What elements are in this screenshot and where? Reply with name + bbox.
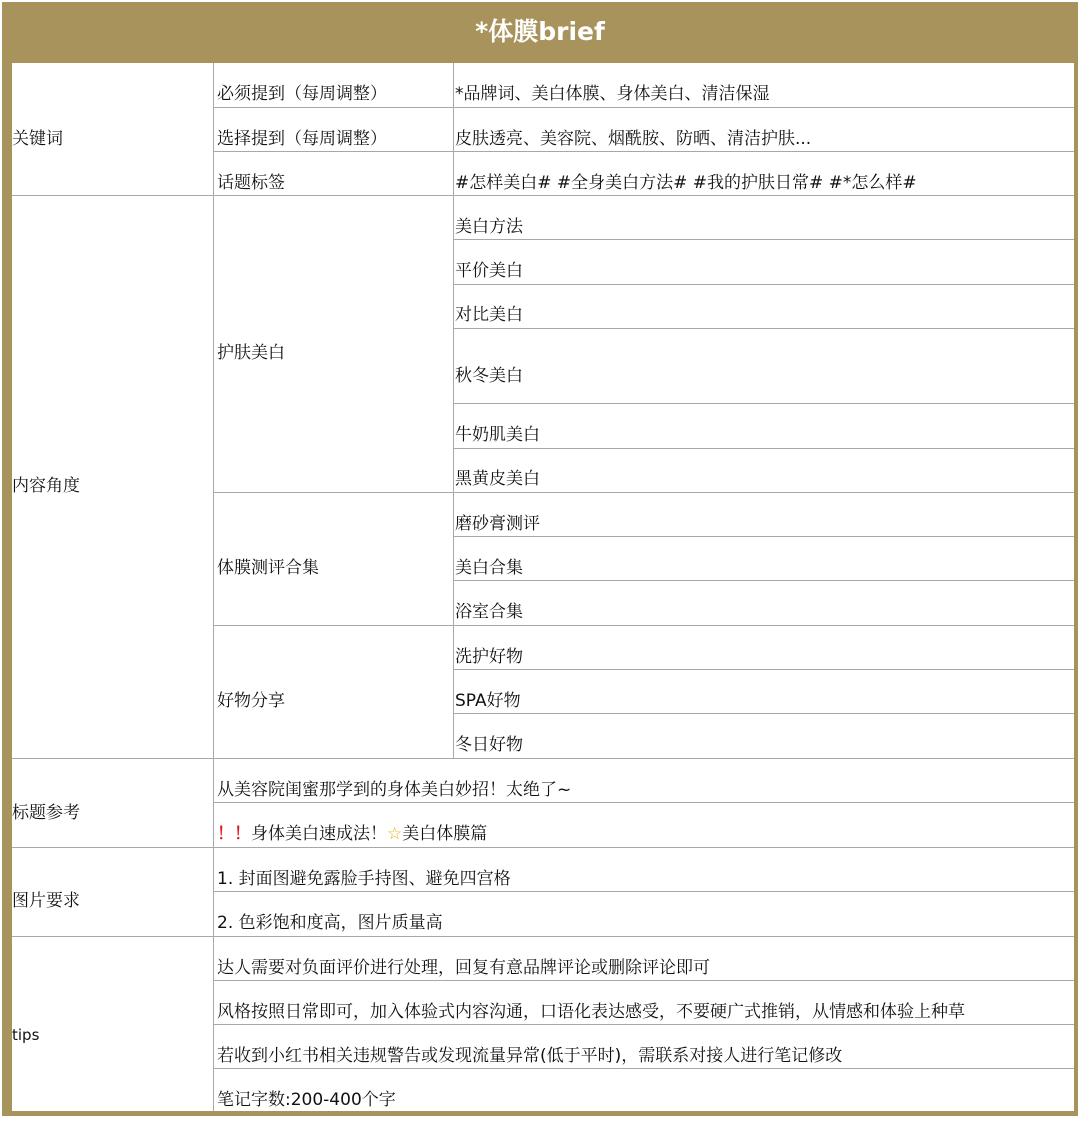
content-item: 美白方法	[455, 217, 523, 237]
row-divider	[454, 239, 1074, 240]
keyword-row-key: 选择提到（每周调整）	[217, 129, 387, 149]
title-reference-1: 从美容院闺蜜那学到的身体美白妙招！太绝了~	[217, 780, 572, 800]
tip-item: 风格按照日常即可，加入体验式内容沟通，口语化表达感受，不要硬广式推销，从情感和体验上种草	[217, 1002, 965, 1022]
content-item: 洗护好物	[455, 647, 523, 667]
row-divider	[454, 328, 1074, 329]
image-requirement: 2. 色彩饱和度高，图片质量高	[217, 913, 443, 933]
row-divider	[214, 625, 1074, 626]
row-divider	[214, 802, 1074, 803]
exclamation-icon: ！！	[217, 824, 251, 844]
row-divider	[214, 1068, 1074, 1069]
section-divider	[12, 195, 1074, 196]
section-label-titles: 标题参考	[12, 803, 80, 823]
content-group-name: 好物分享	[217, 691, 285, 711]
tip-item: 达人需要对负面评价进行处理，回复有意品牌评论或删除评论即可	[217, 958, 710, 978]
section-divider	[12, 936, 1074, 937]
row-divider	[454, 284, 1074, 285]
section-label-content: 内容角度	[12, 476, 80, 496]
keyword-row-key: 话题标签	[217, 173, 285, 193]
brief-table	[12, 63, 1074, 1111]
section-label-images: 图片要求	[12, 891, 80, 911]
section-divider	[12, 758, 1074, 759]
keyword-row-key: 必须提到（每周调整）	[217, 84, 387, 104]
section-label-tips: tips	[12, 1026, 40, 1044]
row-divider	[454, 580, 1074, 581]
title-reference-2	[217, 824, 487, 844]
row-divider	[454, 713, 1074, 714]
row-divider	[454, 448, 1074, 449]
col-divider-1	[213, 63, 214, 758]
row-divider	[454, 536, 1074, 537]
section-label-keywords: 关键词	[12, 129, 63, 149]
content-item: 美白合集	[455, 558, 523, 578]
row-divider	[214, 151, 1074, 152]
row-divider	[214, 1024, 1074, 1025]
title-reference-2-part-b: 美白体膜篇	[402, 824, 488, 844]
star-icon: ☆	[387, 824, 403, 844]
content-item: 牛奶肌美白	[455, 425, 540, 445]
image-requirement: 1. 封面图避免露脸手持图、避免四宫格	[217, 869, 511, 889]
row-divider	[214, 492, 1074, 493]
col-divider-3	[213, 758, 214, 1111]
row-divider	[214, 980, 1074, 981]
content-item: 浴室合集	[455, 602, 523, 622]
row-divider	[454, 403, 1074, 404]
tip-item: 笔记字数:200-400个字	[217, 1090, 396, 1110]
keyword-row-value: #怎样美白# #全身美白方法# #我的护肤日常# #*怎么样#	[455, 173, 917, 193]
tip-item: 若收到小红书相关违规警告或发现流量异常(低于平时)，需联系对接人进行笔记修改	[217, 1046, 843, 1066]
content-item: 磨砂膏测评	[455, 514, 540, 534]
title-reference-2-part-a: 身体美白速成法！	[251, 824, 387, 844]
content-item: SPA好物	[455, 691, 521, 711]
content-group-name: 护肤美白	[217, 343, 285, 363]
row-divider	[454, 669, 1074, 670]
content-item: 黑黄皮美白	[455, 469, 540, 489]
content-group-name: 体膜测评合集	[217, 558, 319, 578]
content-item: 秋冬美白	[455, 366, 523, 386]
row-divider	[214, 891, 1074, 892]
col-divider-2	[453, 63, 454, 758]
keyword-row-value: *品牌词、美白体膜、身体美白、清洁保湿	[455, 84, 770, 104]
content-item: 对比美白	[455, 305, 523, 325]
keyword-row-value: 皮肤透亮、美容院、烟酰胺、防晒、清洁护肤...	[455, 129, 812, 149]
section-divider	[12, 847, 1074, 848]
brief-frame	[2, 2, 1078, 1116]
row-divider	[214, 107, 1074, 108]
content-item: 平价美白	[455, 261, 523, 281]
content-item: 冬日好物	[455, 735, 523, 755]
brief-title: *体膜brief	[475, 17, 605, 46]
